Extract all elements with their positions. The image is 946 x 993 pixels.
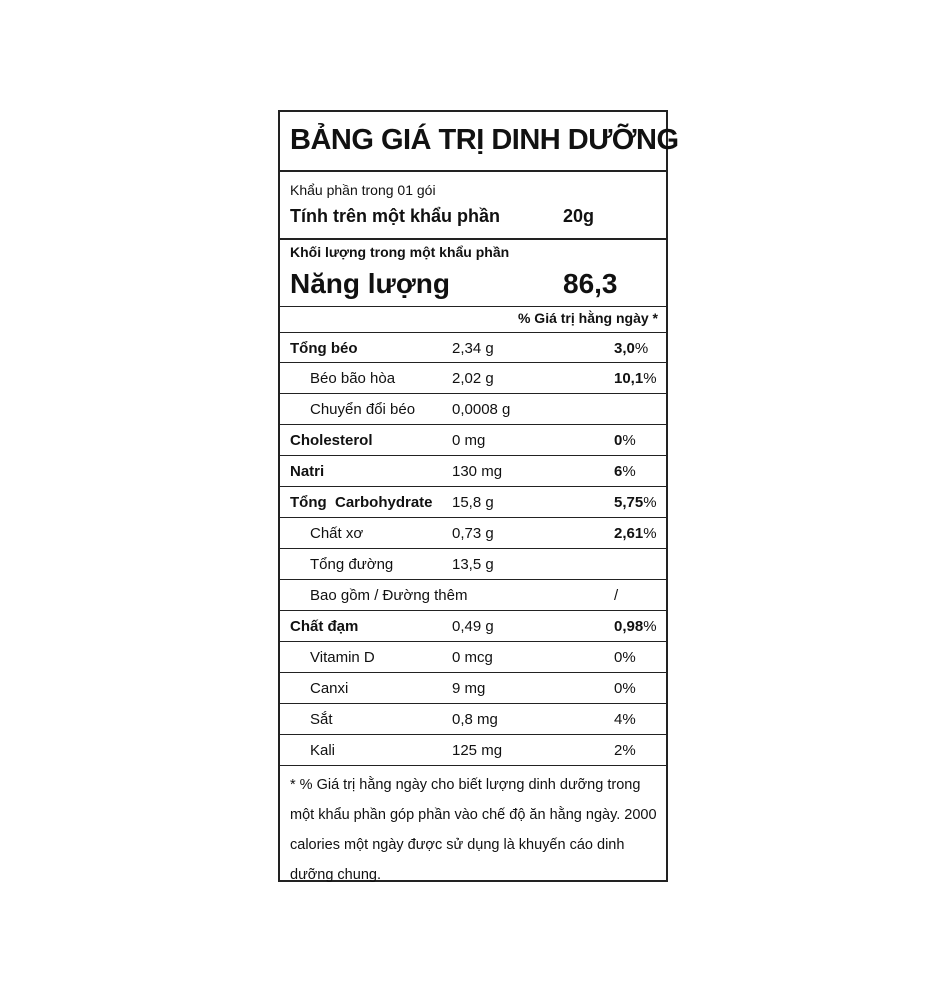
- per-serving-value: 20g: [563, 206, 595, 226]
- serving-size-text: Khẩu phần trong 01 gói: [290, 182, 436, 198]
- title-divider: [280, 170, 666, 172]
- nutrient-row: [280, 704, 666, 735]
- nutrient-daily-value: 0%: [614, 649, 636, 666]
- nutrient-name: Béo bão hòa: [310, 370, 396, 387]
- nutrient-daily-value: 0,98%: [614, 618, 657, 635]
- nutrient-name: Cholesterol: [290, 432, 373, 449]
- daily-value-header: % Giá trị hằng ngày *: [517, 310, 658, 326]
- nutrient-daily-value: 3,0%: [614, 340, 649, 357]
- nutrient-amount: 130 mg: [452, 463, 503, 480]
- nutrient-row: [280, 735, 666, 766]
- nutrient-daily-value: 0%: [614, 432, 636, 449]
- nutrient-name: Chất xơ: [310, 525, 364, 542]
- energy-divider: [280, 306, 666, 307]
- nutrient-amount: 2,34 g: [452, 340, 494, 357]
- nutrient-daily-value: 5,75%: [614, 494, 657, 511]
- nutrient-row: [280, 425, 666, 456]
- nutrient-name: Sắt: [310, 711, 333, 728]
- nutrient-name: Bao gồm / Đường thêm: [310, 587, 468, 604]
- nutrient-amount: 2,02 g: [452, 370, 494, 387]
- nutrition-facts-label: [278, 110, 679, 883]
- nutrient-name: Chất đạm: [290, 618, 359, 635]
- nutrient-name: Tổng đường: [310, 556, 394, 573]
- nutrient-row: [280, 611, 666, 642]
- nutrient-amount: 0,0008 g: [452, 401, 511, 418]
- nutrient-amount: 15,8 g: [452, 494, 494, 511]
- nutrient-daily-value: /: [614, 587, 619, 604]
- nutrient-row: [280, 673, 666, 704]
- nutrient-row: [280, 549, 666, 580]
- nutrient-row: [280, 518, 666, 549]
- nutrient-table: [280, 332, 666, 766]
- nutrient-name: Tổng Carbohydrate: [290, 494, 433, 511]
- energy-label: Năng lượng: [290, 268, 450, 299]
- nutrient-name: Kali: [310, 742, 336, 759]
- nutrient-daily-value: 10,1%: [614, 370, 657, 387]
- nutrient-name: Chuyển đổi béo: [310, 401, 416, 418]
- serving-divider: [280, 238, 666, 240]
- nutrient-amount: 0 mcg: [452, 649, 493, 666]
- nutrient-amount: 0,8 mg: [452, 711, 498, 728]
- nutrient-row: [280, 580, 666, 611]
- nutrient-amount: 0,49 g: [452, 618, 494, 635]
- nutrient-name: Tổng béo: [290, 340, 358, 357]
- nutrient-row: [280, 642, 666, 673]
- nutrient-name: Natri: [290, 463, 325, 480]
- nutrient-name: Vitamin D: [310, 649, 375, 666]
- nutrient-daily-value: 4%: [614, 711, 636, 728]
- nutrient-name: Canxi: [310, 680, 349, 697]
- nutrient-row: [280, 363, 666, 394]
- label-title: BẢNG GIÁ TRỊ DINH DƯỠNG: [290, 124, 679, 156]
- mass-label: Khối lượng trong một khẩu phần: [290, 244, 510, 260]
- energy-value: 86,3: [563, 268, 618, 299]
- nutrient-amount: 13,5 g: [452, 556, 494, 573]
- nutrient-amount: 125 mg: [452, 742, 503, 759]
- nutrient-row: [280, 487, 666, 518]
- nutrient-row: [280, 456, 666, 487]
- nutrient-amount: 0 mg: [452, 432, 486, 449]
- nutrient-daily-value: 2,61%: [614, 525, 657, 542]
- nutrient-row: [280, 394, 666, 425]
- nutrient-amount: 0,73 g: [452, 525, 494, 542]
- per-serving-label: Tính trên một khẩu phần: [290, 206, 500, 226]
- nutrient-daily-value: 6%: [614, 463, 636, 480]
- nutrient-daily-value: 0%: [614, 680, 636, 697]
- nutrient-daily-value: 2%: [614, 742, 636, 759]
- nutrient-row: [280, 332, 666, 363]
- nutrient-amount: 9 mg: [452, 680, 486, 697]
- daily-value-footnote: * % Giá trị hằng ngày cho biết lượng dinh dưỡng trong một khẩu phần góp phần vào chế độ ăn hằng ngày. 2000 calories một ngày được sử dụng là khuyến cáo dinh dưỡng chung.: [290, 777, 657, 883]
